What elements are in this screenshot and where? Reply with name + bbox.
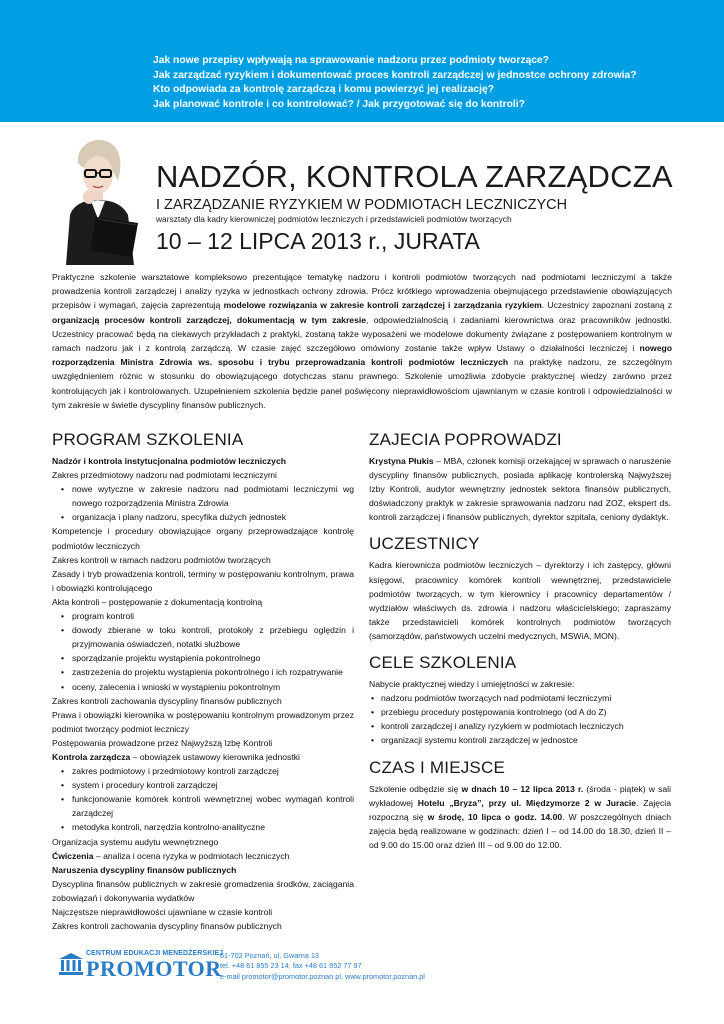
- intro-bold: nowego rozporządzenia Ministra Zdrowia ws. sposobu i trybu przeprowadzania kontroli podmiotów leczniczych: [52, 343, 672, 368]
- intro-bold: modelowe rozwiązania w zakresie kontroli zarządczej i zarządzania ryzykiem: [223, 300, 542, 311]
- page-title: NADZÓR, KONTROLA ZARZĄDCZA: [156, 159, 673, 194]
- logo-wordmark: PROMOTOR: [86, 956, 222, 981]
- list-item: • nowe wytyczne w zakresie nadzoru nad podmiotami leczniczymi wg nowego rozporządzenia Ministra Zdrowia: [52, 482, 354, 510]
- instructor-name: Krystyna Płukis: [369, 456, 434, 466]
- list-item: • funkcjonowanie komórek kontroli wewnętrznej wobec wymagań kontroli zarządczej: [52, 792, 354, 820]
- program-line: Postępowania prowadzone przez Najwyższą Izbę Kontroli: [52, 737, 273, 748]
- list-item: • metodyka kontroli, narzędzia kontrolno-analityczne: [52, 820, 354, 834]
- time-place-span: . Zajęcia rozpoczną się: [369, 797, 671, 822]
- time-place-heading: CZAS I MIEJSCE: [369, 757, 505, 777]
- list-item: • dowody zbierane w toku kontroli, protokoły z przebiegu oględzin i przyjmowania oświadczeń, notatki służbowe: [52, 623, 354, 651]
- intro-bold: organizacją procesów kontroli zarządczej, dokumentacją w tym zakresie: [52, 314, 367, 325]
- goals-list: [369, 691, 671, 747]
- top-question-band: [0, 0, 724, 122]
- intro-paragraph: [52, 270, 672, 412]
- list-item: • nadzoru podmiotów tworzących nad podmiotami leczniczymi: [369, 691, 671, 705]
- program-subheading-line: [52, 849, 354, 863]
- question-item: Jak zarządzać ryzykiem i dokumentować proces kontroli zarządczej w jednostce ochrony zdrowia?: [153, 69, 637, 81]
- program-line: Akta kontroli – postępowanie z dokumentacją kontrolną: [52, 596, 263, 607]
- program-heading: PROGRAM SZKOLENIA: [52, 430, 244, 449]
- presenter-portrait-image: [48, 133, 146, 265]
- time-place-span: Szkolenie odbędzie się: [369, 783, 462, 794]
- list-item: • organizacja i plany nadzoru, specyfika dużych jednostek: [52, 510, 354, 524]
- question-list: [153, 54, 637, 112]
- list-item: • zastrzeżenia do projektu wystąpienia pokontrolnego i ich rozpatrywanie: [52, 665, 354, 679]
- program-subheading: Nadzór i kontrola instytucjonalna podmiotów leczniczych: [52, 456, 286, 466]
- program-bullets: [52, 482, 354, 524]
- program-line: Prawa i obowiązki kierownika w postępowaniu kontrolnym prowadzonym przez podmiot tworzący podmiot leczniczy: [52, 709, 354, 734]
- program-line: Zakres kontroli zachowania dyscypliny finansów publicznych: [52, 921, 282, 932]
- list-item: • przebiegu procedury postępowania kontrolnego (od A do Z): [369, 705, 671, 719]
- program-line: Zakres przedmiotowy nadzoru nad podmiotami leczniczymi: [52, 470, 277, 481]
- program-line: Kompetencje i procedury obowiązujące organy przeprowadzające kontrolę podmiotów leczniczych: [52, 526, 354, 551]
- phone-line: tel. +48 61 855 23 14, fax +48 61 852 77 97: [220, 961, 362, 971]
- instructor-bio: [369, 454, 671, 524]
- goals-heading: CELE SZKOLENIA: [369, 653, 517, 673]
- list-item: • sporządzanie projektu wystąpienia pokontrolnego: [52, 651, 354, 665]
- time-place-text: [369, 782, 671, 852]
- list-item: • kontroli zarządczej i analizy ryzykiem w podmiotach leczniczych: [369, 719, 671, 733]
- participants-text: Kadra kierownicza podmiotów leczniczych – dyrektorzy i ich zastępcy, główni księgowi, pracownicy komórek kontroli wewnętrznej, przedstawiciele podmiotów tworzących, w tym kierownicy i pracownicy departamentów / wydziałów właściwych ds. zdrowia i nadzoru właścicielskiego; zapraszamy także przedstawicieli komórek kontrolnych podmiotów tworzących (samorządów, państwowych uczelni medycznych, MSWiA, MON).: [369, 560, 671, 641]
- question-item: Kto odpowiada za kontrolę zarządczą i komu powierzyć jej realizację?: [153, 84, 495, 96]
- intro-text: na praktykę nadzoru, ze szczególnym uwzględnieniem różnic w stosunku do obowiązującego dotychczas stanu prawnego. Szkolenie umożliwia zdobycie praktycznej wiedzy zarówno przez kontrolujących jak i kontrolowanych. Uzupełnieniem szkolenia będzie panel poświęcony nieprawidłowościom ujawnianym w czasie kontroli i odpowiedzialności w tym zakresie w świetle dyscypliny finansów publicznych.: [52, 357, 672, 410]
- program-subheading: Ćwiczenia: [52, 850, 94, 861]
- email-web-line: e-mail promotor@promotor.poznan.pl, www.promotor.poznan.pl: [220, 971, 425, 981]
- building-columns-icon: [58, 952, 84, 976]
- program-subheading-rest: – obowiązek ustawowy kierownika jednostki: [130, 751, 300, 762]
- program-subheading-line: [52, 750, 354, 764]
- list-item: • organizacji systemu kontroli zarządczej w jednostce: [369, 733, 671, 747]
- time-place-span: (środa - piątek) w sali wykładowej: [369, 783, 671, 808]
- list-item: • program kontroli: [52, 609, 354, 623]
- program-bullets: [52, 609, 354, 694]
- address-line: 61-702 Poznań, ul. Gwarna 13: [220, 951, 319, 960]
- program-subheading-rest: – analiza i ocena ryzyka w podmiotach leczniczych: [93, 850, 290, 861]
- page-subtitle: I ZARZĄDZANIE RYZYKIEM W PODMIOTACH LECZNICZYCH: [156, 197, 568, 213]
- logo-tagline: CENTRUM EDUKACJI MENEDŻERSKIEJ: [86, 950, 224, 957]
- contact-block: [220, 951, 425, 982]
- program-subheading: Kontrola zarządcza: [52, 751, 131, 762]
- time-place-bold: Hotelu „Bryza”, przy ul. Międzymorze 2 w Juracie: [417, 797, 637, 808]
- program-line: Organizacja systemu audytu wewnętrznego: [52, 836, 219, 847]
- time-place-bold: w środę, 10 lipca o godz. 14.00: [427, 811, 563, 822]
- program-bullets: [52, 764, 354, 834]
- footer: [58, 950, 678, 990]
- list-item: • system i procedury kontroli zarządczej: [52, 778, 354, 792]
- program-line: Zakres kontroli w ramach nadzoru podmiotów tworzących: [52, 554, 271, 565]
- question-item: Jak planować kontrole i co kontrolować? / Jak przygotować się do kontroli?: [153, 98, 525, 110]
- instructor-heading: ZAJECIA POPROWADZI: [369, 430, 562, 449]
- program-line: Zasady i tryb prowadzenia kontroli, terminy w postępowaniu kontrolnym, prawa i obowiązki kontrolującego: [52, 568, 354, 593]
- program-line: Zakres kontroli zachowania dyscypliny finansów publicznych: [52, 695, 282, 706]
- participants-heading: UCZESTNICY: [369, 534, 480, 554]
- goals-intro: Nabycie praktycznej wiedzy i umiejętności w zakresie:: [369, 679, 575, 690]
- info-column: [369, 428, 671, 852]
- instructor-bio-text: – MBA, członek komisji orzekającej w sprawach o naruszenie dyscypliny finansów publicznych, posiada aplikację kontrolerską Najwyższej Izby Kontroli, audytor wewnętrzny jednostek sektora finansów publicznych, doświadczony praktyk w zakresie sprawowania nadzoru nad ZOZ, ekspert ds. kontroli zarządczej i finansów publicznych, dyrektor szpitala, ceniony dydaktyk.: [369, 456, 671, 523]
- program-line: Dyscyplina finansów publicznych w zakresie gromadzenia środków, zaciągania zobowiązań i dokonywania wydatków: [52, 878, 354, 903]
- audience-line: warsztaty dla kadry kierowniczej podmiotów leczniczych i przedstawicieli podmiotów tworzących: [156, 214, 512, 224]
- intro-text: Praktyczne szkolenie warsztatowe kompleksowo prezentujące tematykę nadzoru i kontroli podmiotów tworzących nad podmiotami leczniczymi a także prowadzenia kontroli zarządczej i analizy ryzyka w jednostkach ochrony zdrowia. Prócz krótkiego wprowadzenia obejmującego przedstawienie obowiązujących przepisów i wymagań, zajęcia zaprezentują: [52, 272, 672, 311]
- title-block: [156, 160, 676, 255]
- program-line: Najczęstsze nieprawidłowości ujawniane w czasie kontroli: [52, 907, 273, 917]
- intro-text: . Uczestnicy zapoznani zostaną z: [541, 300, 673, 311]
- list-item: • zakres podmiotowy i przedmiotowy kontroli zarządczej: [52, 764, 354, 778]
- intro-text: , odpowiedzialnością i zadaniami kierownictwa oraz pracowników jednostki. Uczestnicy pracować będą na ciekawych przykładach z praktyki, zostaną także wyposażeni we modelowe dokumenty związane z postępowaniem kontrolnym w ramach nadzoru jak i z kontrolą zarządczą. W czasie zajęć szczegółowo omówiony zostanie także wpływ Ustawy o działalności leczniczej i: [52, 314, 672, 354]
- program-section: [52, 428, 354, 933]
- event-date-title: 10 – 12 LIPCA 2013 r., JURATA: [156, 228, 480, 254]
- time-place-bold: w dnach 10 – 12 lipca 2013 r.: [461, 783, 584, 794]
- list-item: • oceny, zalecenia i wnioski w wystąpieniu pokontrolnym: [52, 680, 354, 694]
- program-subheading: Naruszenia dyscypliny finansów publicznych: [52, 864, 237, 875]
- time-place-span: . W poszczególnych dniach zajęcia będą realizowane w godzinach: dzień I – od 14.00 do 18.30, dzień II – od 9.00 do 15.00 oraz dzień III – od 9.00 do 12.00.: [369, 811, 671, 850]
- question-item: Jak nowe przepisy wpływają na sprawowanie nadzoru przez podmioty tworzące?: [153, 55, 549, 66]
